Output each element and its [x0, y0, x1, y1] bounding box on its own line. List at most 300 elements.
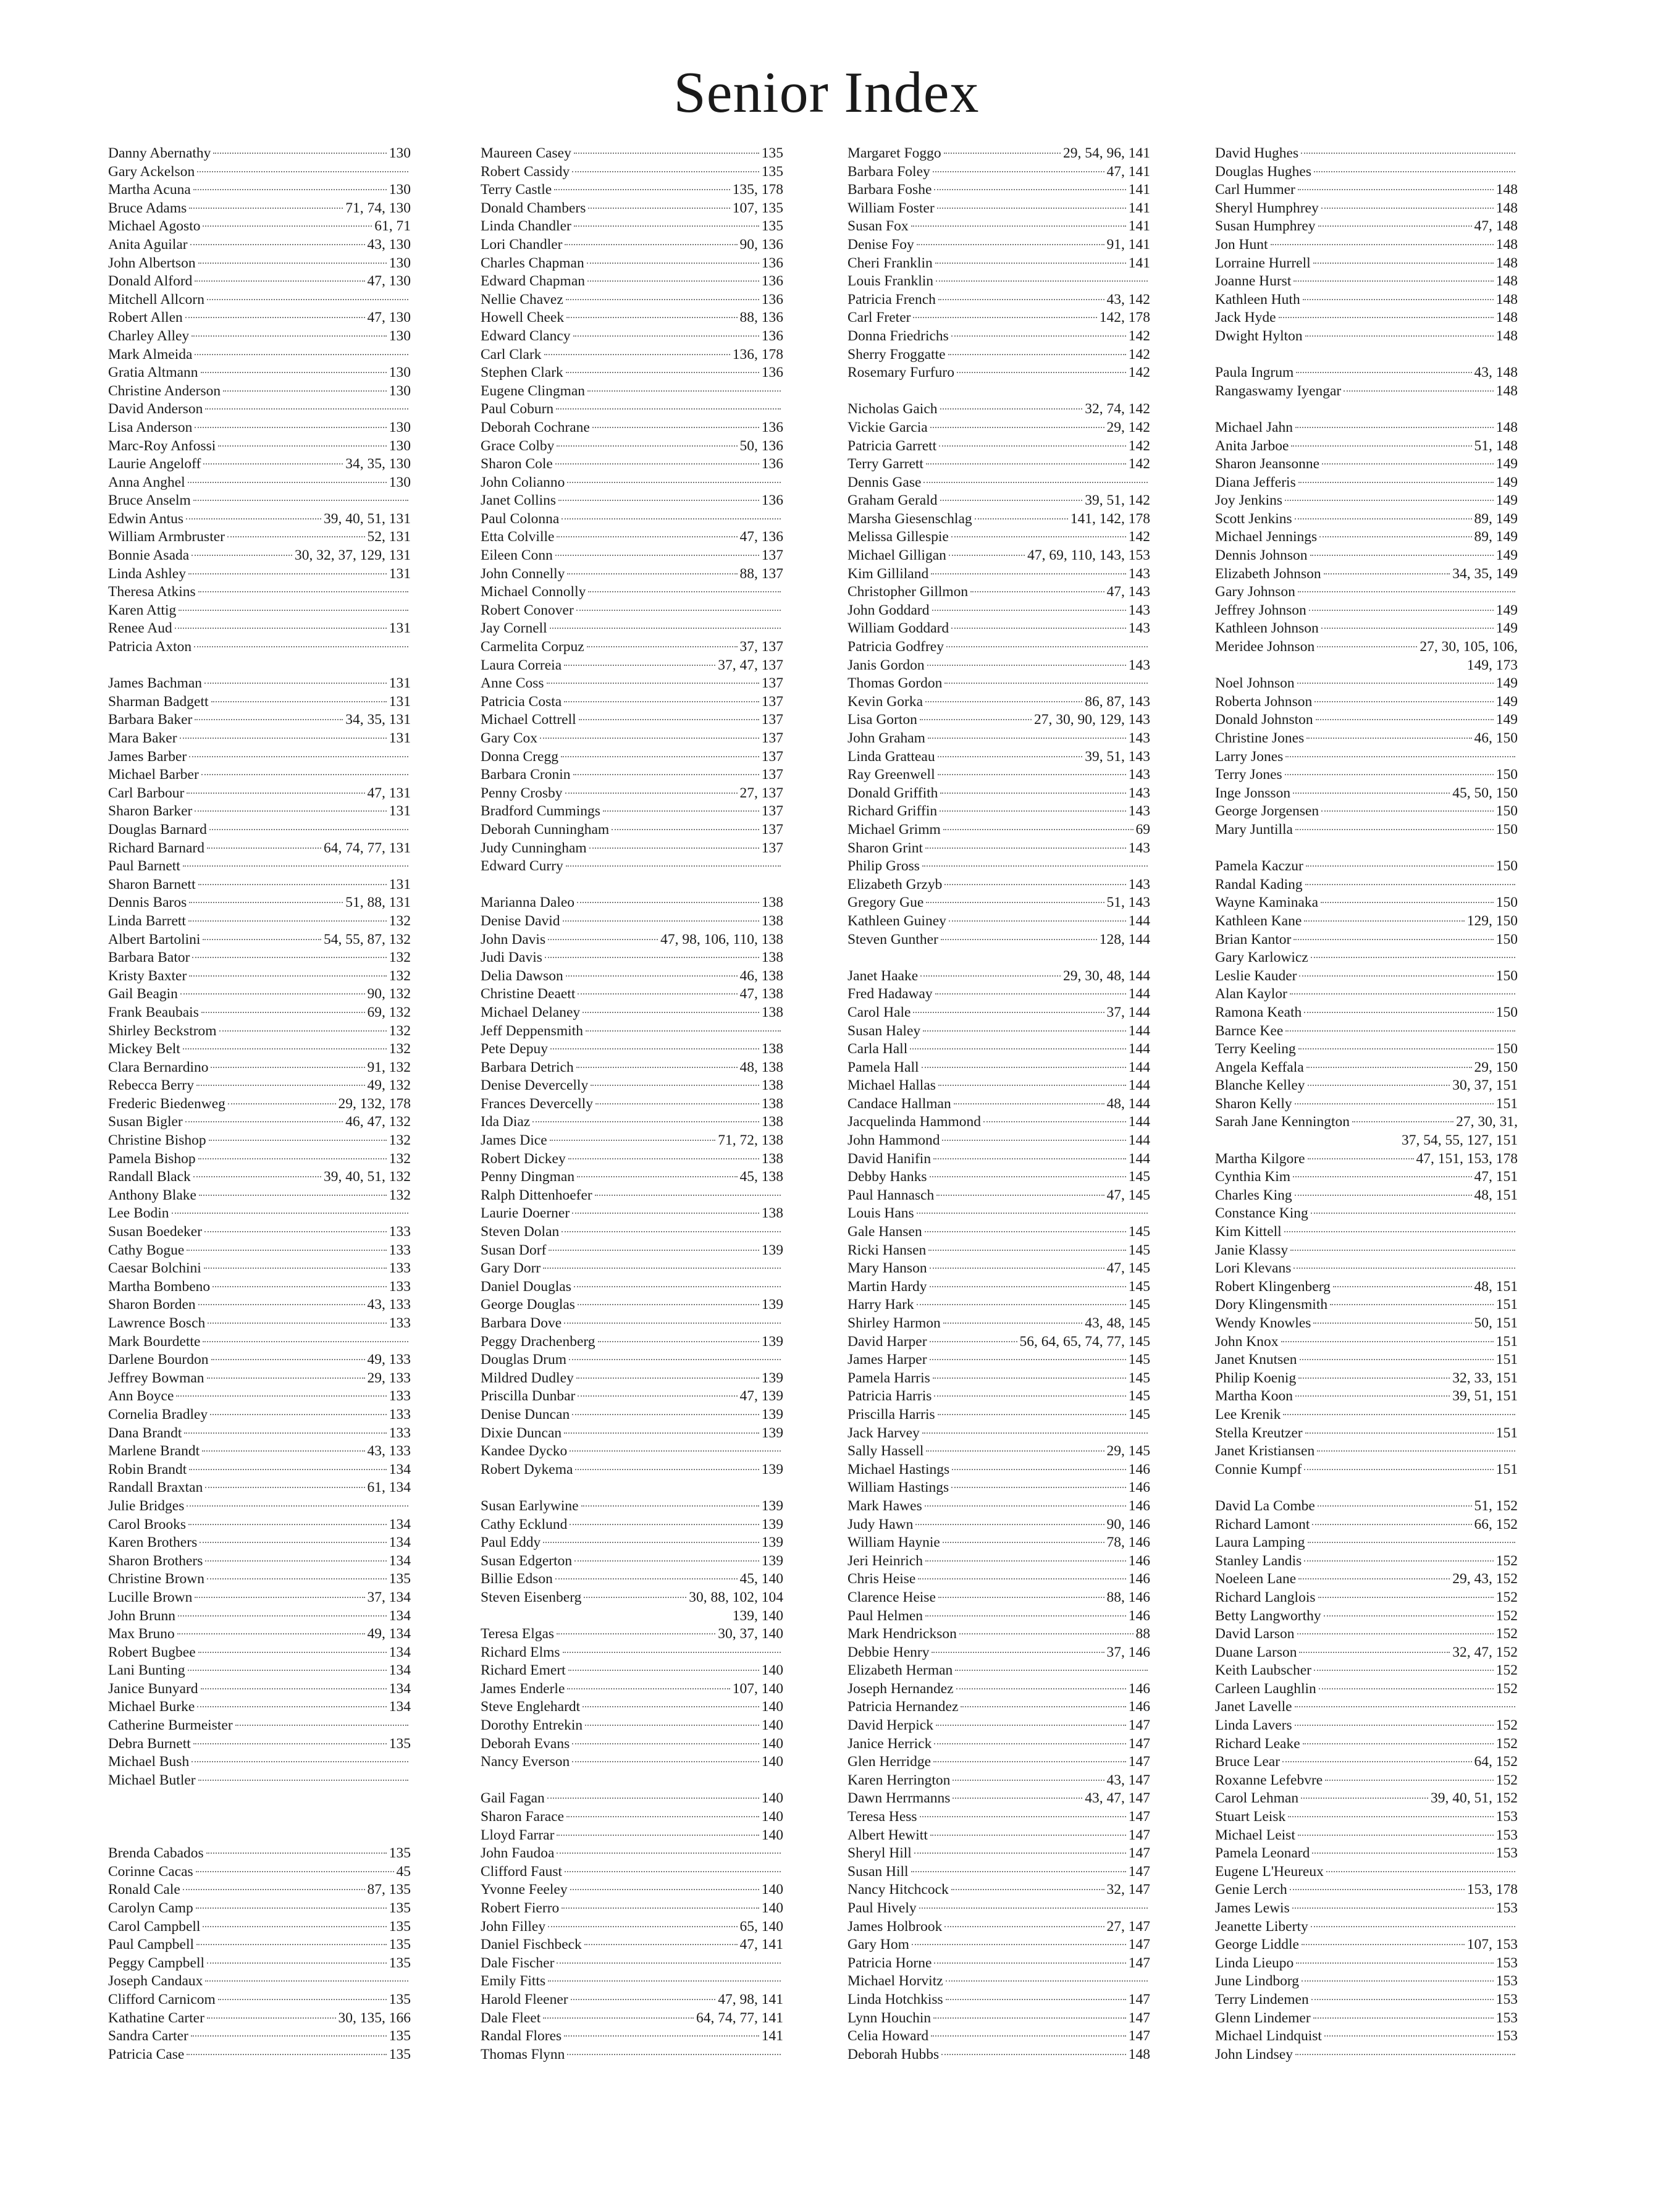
senior-name: David Herpick — [848, 1717, 933, 1734]
page-references: 147 — [1128, 1827, 1150, 1843]
page-references: 150 — [1495, 858, 1518, 875]
page-references: 131 — [389, 876, 411, 893]
index-entry — [481, 1644, 783, 1662]
page-references: 47, 151 — [1474, 1169, 1518, 1185]
index-entry — [108, 1497, 411, 1516]
dot-leader — [911, 225, 1126, 227]
index-entry — [848, 1662, 1150, 1680]
page-references: 145 — [1128, 1369, 1150, 1386]
dot-leader — [938, 299, 1104, 300]
page-references: 32, 74, 142 — [1085, 401, 1150, 418]
index-entry — [848, 1698, 1150, 1717]
page-references: 130 — [389, 327, 411, 344]
dot-leader — [211, 1359, 365, 1360]
index-entry — [1215, 1113, 1518, 1132]
senior-name: Kevin Gorka — [848, 693, 923, 710]
page-references: 153 — [1495, 1809, 1518, 1825]
index-entry — [1215, 2027, 1518, 2046]
index-entry — [1215, 1461, 1518, 1479]
page-references: 151 — [1495, 1352, 1518, 1368]
dot-leader — [566, 865, 781, 867]
index-entry — [848, 492, 1150, 510]
senior-name: Richard Barnard — [108, 839, 204, 856]
index-entry — [108, 1570, 411, 1589]
page-references: 47, 131 — [367, 784, 411, 801]
page-references: 139 — [761, 1406, 783, 1423]
dot-leader — [555, 1578, 738, 1579]
senior-name: James Barber — [108, 748, 187, 765]
senior-name: Stephen Clark — [481, 364, 563, 381]
senior-name: Karen Herrington — [848, 1772, 951, 1788]
index-entry — [848, 620, 1150, 638]
index-entry — [1215, 876, 1518, 894]
page-references: 130 — [389, 437, 411, 454]
dot-leader — [920, 1816, 1126, 1817]
dot-leader — [1295, 427, 1494, 428]
dot-leader — [577, 902, 759, 903]
index-entry — [1215, 547, 1518, 565]
senior-name: Gary Karlowicz — [1215, 949, 1308, 966]
page-references: 45, 138 — [739, 1169, 783, 1185]
senior-name: John Graham — [848, 730, 925, 746]
index-entry — [1215, 1150, 1518, 1169]
index-entry — [1215, 327, 1518, 346]
senior-name: Terry Lindemen — [1215, 1991, 1309, 2008]
index-entry — [108, 912, 411, 931]
page-references: 135 — [389, 2028, 411, 2045]
senior-name: Debby Hanks — [848, 1169, 927, 1185]
senior-name: Gary Johnson — [1215, 584, 1295, 600]
index-entry — [848, 802, 1150, 821]
index-entry — [481, 2046, 783, 2064]
dot-leader — [572, 1213, 759, 1214]
senior-name: Susan Boedeker — [108, 1224, 203, 1240]
dot-leader — [201, 372, 387, 373]
index-entry — [848, 1552, 1150, 1571]
dot-leader — [185, 1121, 343, 1122]
page-references: 139 — [761, 1369, 783, 1386]
page-references: 148 — [1495, 182, 1518, 198]
index-entry — [481, 1278, 783, 1297]
page-references: 136 — [761, 456, 783, 473]
senior-name: Rebecca Berry — [108, 1077, 194, 1094]
senior-name: Ronald Cale — [108, 1882, 180, 1898]
index-entry — [481, 1333, 783, 1352]
page-references: 107, 135 — [732, 200, 783, 216]
senior-name: Mickey Belt — [108, 1041, 180, 1058]
dot-leader — [595, 1195, 781, 1196]
index-entry — [481, 1899, 783, 1918]
index-entry — [848, 1442, 1150, 1461]
index-entry — [848, 346, 1150, 364]
senior-name: Lori Chandler — [481, 236, 563, 253]
page-references: 145 — [1128, 1169, 1150, 1185]
index-entry — [1215, 1644, 1518, 1662]
index-entry — [1215, 1625, 1518, 1644]
page-references: 39, 51, 142 — [1085, 492, 1150, 509]
senior-name: John Lindsey — [1215, 2046, 1293, 2063]
index-entry — [481, 1351, 783, 1369]
dot-leader — [932, 610, 1126, 611]
section-gap — [848, 382, 1150, 401]
dot-leader — [1297, 1633, 1494, 1634]
index-entry — [1215, 2046, 1518, 2064]
senior-name: Bonnie Asada — [108, 547, 190, 564]
senior-name: Michael Agosto — [108, 218, 201, 235]
senior-name: Ida Diaz — [481, 1114, 531, 1130]
senior-name: William Goddard — [848, 620, 949, 637]
index-entry — [481, 1242, 783, 1260]
index-entry — [848, 1259, 1150, 1278]
page-references: 149 — [1495, 456, 1518, 473]
index-entry — [848, 272, 1150, 291]
dot-leader — [555, 555, 759, 556]
index-entry — [1215, 181, 1518, 200]
index-entry — [108, 620, 411, 638]
page-references: 32, 47, 152 — [1452, 1644, 1518, 1660]
senior-name: Catherine Burmeister — [108, 1717, 233, 1734]
dot-leader — [1303, 1743, 1494, 1744]
senior-name: Robert Cassidy — [481, 163, 570, 180]
senior-name: Anne Coss — [481, 675, 544, 692]
senior-name: Jacquelinda Hammond — [848, 1114, 982, 1130]
dot-leader — [199, 1195, 387, 1196]
senior-name: Edward Curry — [481, 858, 563, 875]
index-entry — [1215, 1735, 1518, 1754]
senior-name: Cynthia Kim — [1215, 1169, 1291, 1185]
dot-leader — [946, 1980, 1148, 1982]
dot-leader — [195, 280, 364, 282]
index-entry — [1215, 309, 1518, 327]
page-references: 47, 145 — [1106, 1260, 1150, 1277]
dot-leader — [944, 1926, 1104, 1927]
dot-leader — [574, 153, 759, 154]
page-references: 86, 87, 143 — [1085, 693, 1150, 710]
senior-name: Patricia Godfrey — [848, 639, 944, 655]
senior-name: Shirley Beckstrom — [108, 1022, 217, 1039]
index-entry — [108, 730, 411, 748]
senior-name: Sheryl Hill — [848, 1845, 912, 1862]
index-entry — [481, 1552, 783, 1571]
senior-name: Caesar Bolchini — [108, 1260, 201, 1277]
page-references: 48, 144 — [1106, 1095, 1150, 1112]
senior-name: Terry Jones — [1215, 767, 1282, 783]
dot-leader — [207, 1578, 387, 1579]
index-entry — [1215, 382, 1518, 401]
index-entry — [1215, 1424, 1518, 1443]
senior-name: Linda Lavers — [1215, 1717, 1292, 1734]
dot-leader — [938, 1597, 1104, 1598]
senior-name: Robert Fierro — [481, 1900, 560, 1916]
index-entry — [848, 236, 1150, 254]
page-references: 34, 35, 131 — [345, 712, 411, 728]
page-references: 149 — [1495, 712, 1518, 728]
index-entry — [848, 1004, 1150, 1022]
page-references: 137 — [761, 839, 783, 856]
page-references: 30, 32, 37, 129, 131 — [295, 547, 411, 564]
dot-leader — [917, 1213, 1148, 1214]
dot-leader — [188, 920, 387, 922]
page-references: 140 — [761, 1735, 783, 1752]
page-references: 140 — [761, 1699, 783, 1715]
senior-name: Margaret Foggo — [848, 145, 941, 161]
page-references: 71, 72, 138 — [718, 1132, 783, 1149]
index-entry — [1215, 1351, 1518, 1369]
dot-leader — [933, 2017, 1126, 2019]
index-entry — [108, 748, 411, 767]
page-references: 139 — [761, 1461, 783, 1478]
senior-name: Pamela Kaczur — [1215, 858, 1303, 875]
index-entry — [481, 382, 783, 401]
dot-leader — [574, 1560, 759, 1562]
senior-name: William Haynie — [848, 1534, 940, 1551]
page-references: 139 — [761, 1534, 783, 1551]
senior-name: Jack Harvey — [848, 1424, 920, 1441]
index-entry — [481, 1059, 783, 1077]
page-references: 152 — [1495, 1589, 1518, 1605]
page-references: 137 — [761, 821, 783, 838]
index-entry — [848, 1387, 1150, 1406]
index-entry — [481, 1735, 783, 1754]
index-entry — [848, 364, 1150, 382]
page-references: 30, 37, 140 — [718, 1626, 783, 1642]
senior-name: Clifford Carnicom — [108, 1991, 216, 2008]
senior-name: Paul Helmen — [848, 1607, 923, 1624]
dot-leader — [558, 500, 759, 501]
index-entry — [481, 1954, 783, 1973]
index-entry — [481, 1132, 783, 1150]
section-gap — [1215, 400, 1518, 419]
index-entry — [1215, 1789, 1518, 1808]
index-entry — [1215, 455, 1518, 474]
index-entry — [108, 547, 411, 565]
dot-leader — [1322, 463, 1494, 465]
dot-leader — [925, 847, 1126, 849]
page-references: 49, 133 — [367, 1352, 411, 1368]
senior-name: Graham Gerald — [848, 492, 938, 509]
page-references: 135 — [761, 163, 783, 180]
senior-name: Paula Ingrum — [1215, 364, 1294, 381]
index-entry — [1215, 1844, 1518, 1863]
page-references: 88, 137 — [739, 565, 783, 582]
dot-leader — [1303, 299, 1494, 300]
dot-leader — [925, 1231, 1126, 1232]
dot-leader — [912, 1944, 1126, 1945]
page-references: 39, 40, 51, 131 — [324, 510, 411, 527]
page-references: 136 — [761, 364, 783, 381]
senior-name: Carol Brooks — [108, 1516, 186, 1533]
index-entry — [481, 346, 783, 364]
dot-leader — [1311, 1926, 1515, 1927]
page-references: 133 — [389, 1260, 411, 1277]
index-entry — [481, 675, 783, 693]
senior-name: Carl Freter — [848, 309, 911, 326]
dot-leader — [574, 225, 759, 227]
page-references: 152 — [1495, 1626, 1518, 1642]
index-column-3 — [848, 145, 1150, 2064]
dot-leader — [1293, 280, 1493, 282]
senior-name: Donna Friedrichs — [848, 327, 949, 344]
page-references: 144 — [1128, 1077, 1150, 1094]
dot-leader — [575, 1469, 759, 1470]
index-entry — [848, 1077, 1150, 1095]
section-gap — [1215, 346, 1518, 364]
dot-leader — [587, 390, 781, 392]
page-references: 90, 132 — [367, 986, 411, 1003]
senior-name: Mary Juntilla — [1215, 821, 1293, 838]
index-entry — [1215, 1772, 1518, 1790]
dot-leader — [548, 1926, 737, 1927]
senior-name: Robert Bugbee — [108, 1644, 196, 1660]
dot-leader — [198, 263, 387, 264]
page-references: 144 — [1128, 912, 1150, 929]
dot-leader — [934, 1395, 1125, 1397]
dot-leader — [1293, 793, 1450, 794]
index-entry — [108, 1753, 411, 1772]
index-entry — [481, 748, 783, 767]
page-references: 47, 143 — [1106, 584, 1150, 600]
senior-name: Sheryl Humphrey — [1215, 200, 1319, 216]
dot-leader — [175, 628, 387, 629]
dot-leader — [192, 957, 386, 958]
index-entry — [848, 1789, 1150, 1808]
senior-name: Christine Jones — [1215, 730, 1305, 746]
dot-leader — [566, 975, 738, 977]
page-references: 130 — [389, 182, 411, 198]
page-references: 43, 142 — [1106, 291, 1150, 308]
dot-leader — [925, 1615, 1126, 1617]
dot-leader — [1298, 189, 1494, 190]
senior-name: Linda Ashley — [108, 565, 186, 582]
index-entry — [481, 437, 783, 456]
senior-name: Michael Burke — [108, 1699, 195, 1715]
dot-leader — [1283, 1414, 1515, 1415]
senior-name: Sharon Farace — [481, 1809, 565, 1825]
index-entry — [481, 1991, 783, 2009]
index-entry — [848, 217, 1150, 236]
index-entry — [108, 857, 411, 876]
senior-name: Cathy Ecklund — [481, 1516, 568, 1533]
senior-name: Joanne Hurst — [1215, 273, 1292, 290]
index-entry — [1215, 492, 1518, 510]
dot-leader — [957, 372, 1126, 373]
dot-leader — [1305, 335, 1494, 337]
senior-name: Sally Hassell — [848, 1443, 924, 1460]
dot-leader — [983, 1121, 1126, 1122]
index-entry — [108, 839, 411, 858]
dot-leader — [196, 1907, 387, 1909]
dot-leader — [205, 1560, 386, 1562]
index-entry — [848, 784, 1150, 803]
index-entry — [848, 766, 1150, 784]
page-references: 43, 133 — [367, 1443, 411, 1460]
senior-name: Renee Aud — [108, 620, 172, 637]
index-entry — [108, 1406, 411, 1424]
index-entry — [1215, 894, 1518, 912]
page-references: 150 — [1495, 931, 1518, 948]
dot-leader — [936, 280, 1148, 282]
index-entry — [108, 364, 411, 382]
dot-leader — [1298, 1578, 1450, 1579]
index-entry — [848, 1314, 1150, 1333]
index-entry — [1215, 1607, 1518, 1626]
dot-leader — [938, 756, 1083, 757]
page-references: 149 — [1495, 547, 1518, 564]
page-references: 27, 30, 31, — [1456, 1114, 1518, 1130]
senior-name: Jeri Heinrich — [848, 1552, 923, 1569]
dot-leader — [917, 1304, 1126, 1305]
index-entry — [848, 821, 1150, 839]
dot-leader — [196, 1944, 387, 1945]
index-entry — [481, 1698, 783, 1717]
page-references: 47, 98, 106, 110, 138 — [660, 931, 783, 948]
page-references: 146 — [1128, 1461, 1150, 1478]
index-entry — [108, 1516, 411, 1534]
senior-name: Fred Hadaway — [848, 986, 933, 1003]
senior-name: Julie Bridges — [108, 1497, 185, 1514]
dot-leader — [587, 280, 759, 282]
index-entry — [848, 583, 1150, 602]
page-references: 37, 146 — [1106, 1644, 1150, 1660]
senior-name: Dennis Gase — [848, 474, 922, 490]
index-entry — [1215, 1333, 1518, 1352]
dot-leader — [564, 2035, 759, 2037]
index-entry — [481, 1680, 783, 1699]
page-references: 131 — [389, 565, 411, 582]
page-references: 29, 54, 96, 141 — [1063, 145, 1150, 161]
senior-name: Stella Kreutzer — [1215, 1424, 1303, 1441]
dot-leader — [953, 1780, 1104, 1781]
page-references: 89, 149 — [1474, 510, 1518, 527]
page-references: 30, 37, 151 — [1452, 1077, 1518, 1094]
page-references: 43, 147 — [1106, 1772, 1150, 1788]
dot-leader — [911, 1871, 1126, 1872]
index-entry — [481, 1808, 783, 1827]
senior-name: Chris Heise — [848, 1571, 916, 1588]
index-entry — [1215, 510, 1518, 529]
index-entry — [1215, 802, 1518, 821]
page-references: 145 — [1128, 1406, 1150, 1423]
senior-name: James Bachman — [108, 675, 203, 692]
page-references: 139 — [761, 1552, 783, 1569]
senior-name: Donna Cregg — [481, 748, 558, 765]
senior-name: Susan Earlywine — [481, 1497, 579, 1514]
page-references: 133 — [389, 1224, 411, 1240]
senior-name: Terry Garrett — [848, 456, 923, 473]
page-references: 78, 146 — [1106, 1534, 1150, 1551]
page-references: 143 — [1128, 767, 1150, 783]
senior-name: Marc-Roy Anfossi — [108, 437, 216, 454]
senior-name: Shirley Harmon — [848, 1315, 941, 1331]
senior-name: Elizabeth Herman — [848, 1662, 953, 1679]
page-references: 149 — [1495, 474, 1518, 490]
page-references: 130 — [389, 254, 411, 271]
senior-name: Rangaswamy Iyengar — [1215, 382, 1342, 399]
dot-leader — [557, 1962, 781, 1964]
index-entry — [108, 200, 411, 218]
dot-leader — [925, 1505, 1126, 1507]
dot-leader — [198, 1780, 408, 1781]
dot-leader — [1318, 1505, 1472, 1507]
senior-name: Susan Humphrey — [1215, 218, 1316, 235]
senior-name: George Jorgensen — [1215, 803, 1319, 820]
senior-name: Patricia Garrett — [848, 437, 937, 454]
index-entry — [1215, 748, 1518, 767]
index-entry — [848, 1753, 1150, 1772]
dot-leader — [1321, 902, 1494, 903]
page-references: 69, 132 — [367, 1004, 411, 1020]
senior-name: Steven Gunther — [848, 931, 938, 948]
